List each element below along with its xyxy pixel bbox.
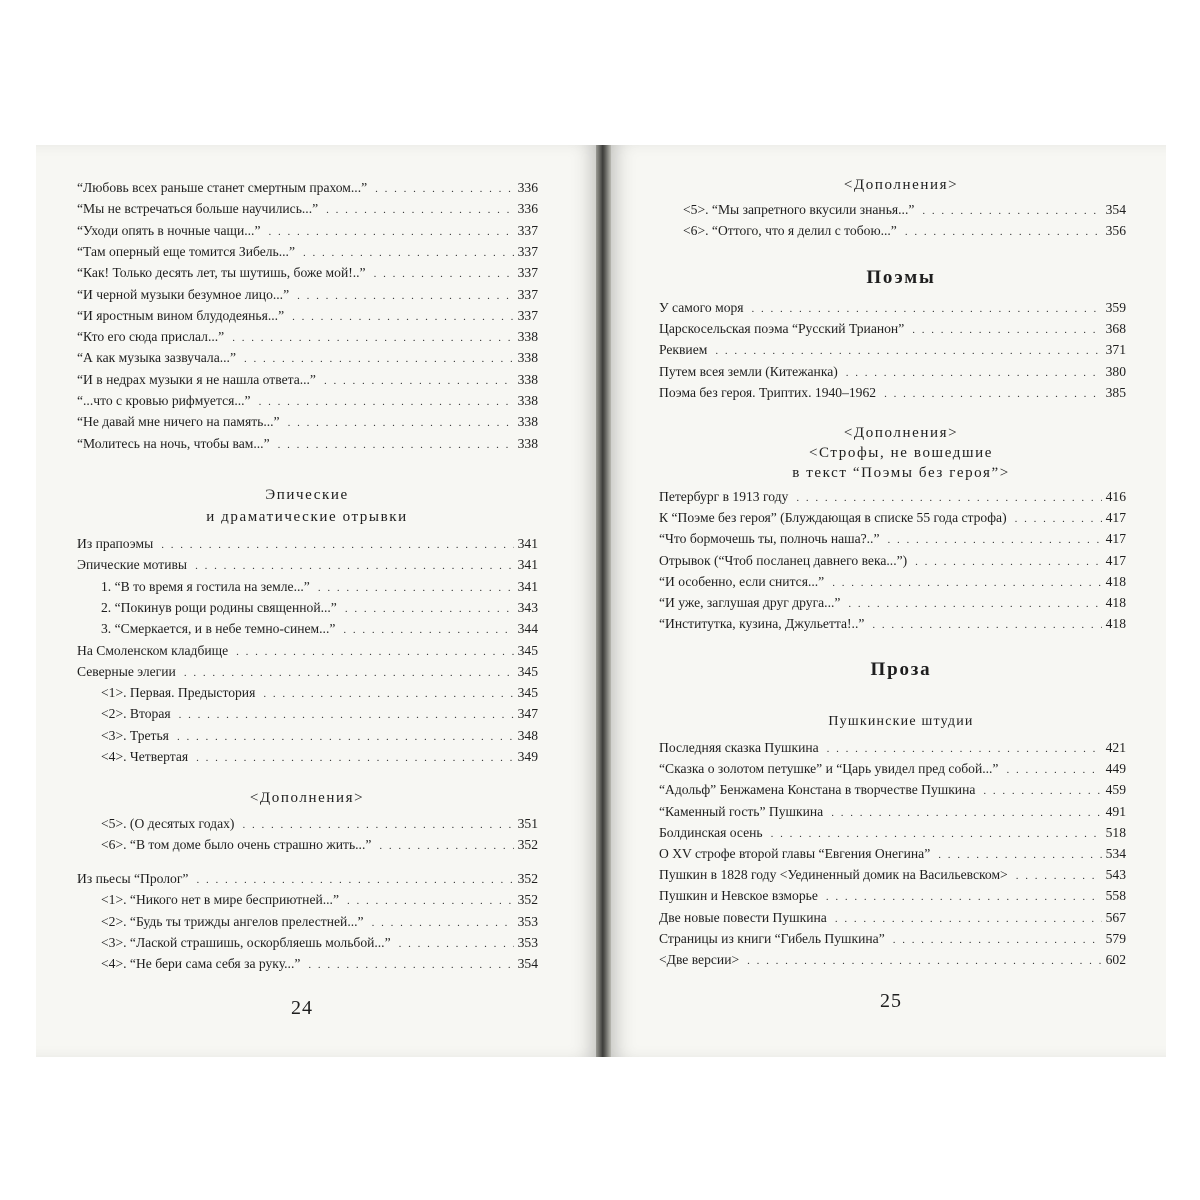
section-subheading: Пушкинские штудии (828, 714, 974, 729)
toc-entry (659, 615, 1126, 634)
toc-entry-title: “Как! Только десять лет, ты шутишь, боже мой!..” (77, 265, 366, 281)
dot-leader (232, 329, 513, 347)
dot-leader (196, 871, 513, 889)
section-heading: <Дополнения> (249, 790, 365, 806)
toc-entry-title: <5>. “Мы запретного вкусили знанья...” (683, 202, 915, 217)
toc-entry-page: 543 (1105, 867, 1126, 883)
toc-entry-page: 344 (517, 621, 538, 637)
toc-entry-page: 579 (1105, 930, 1126, 946)
dot-leader (343, 621, 513, 639)
dot-leader (938, 846, 1101, 864)
toc-entry (101, 815, 538, 834)
toc-entry-title: “И черной музыки безумное лицо...” (77, 286, 290, 302)
toc-entry-title: “И яростным вином блудодеянья...” (77, 307, 285, 323)
toc-entry (101, 891, 538, 910)
toc-entry (77, 243, 538, 262)
toc-entry (659, 803, 1126, 822)
toc-entry-page: 359 (1105, 300, 1126, 315)
toc-entry (77, 870, 538, 889)
toc-entry-page: 343 (517, 599, 538, 615)
dot-leader (161, 536, 513, 554)
toc-entry-title: <Две версии> (659, 952, 740, 967)
toc-entry-title: Последняя сказка Пушкина (659, 740, 819, 755)
toc-entry-page: 341 (517, 557, 538, 573)
toc-entry-page: 491 (1105, 803, 1126, 819)
toc-entry (77, 200, 538, 219)
toc-entry (659, 384, 1126, 403)
toc-entry (77, 222, 538, 241)
toc-entry-page: 380 (1105, 363, 1126, 379)
book-gutter (596, 145, 611, 1057)
toc-entry-page: 337 (517, 265, 538, 281)
toc-entry-page: 459 (1105, 782, 1126, 798)
toc-entry (101, 727, 538, 746)
toc-entry-page: 417 (1105, 510, 1126, 526)
toc-entry-title: Путем всея земли (Китежанка) (659, 363, 838, 379)
toc-entry-title: 2. “Покинув рощи родины священной...” (101, 599, 337, 615)
toc-entry-page: 602 (1105, 952, 1126, 967)
dot-leader (278, 436, 514, 454)
toc-entry-page: 345 (517, 685, 538, 701)
toc-entry (77, 371, 538, 390)
dot-leader (826, 888, 1102, 906)
toc-entry-title: О XV строфе второй главы “Евгения Онегина” (659, 846, 931, 861)
dot-leader (288, 414, 514, 432)
toc-entry (77, 286, 538, 305)
toc-entry (77, 179, 538, 198)
section-heading: Поэмы (866, 267, 936, 288)
toc-entry-page: 347 (517, 706, 538, 722)
toc-entry-page: 336 (517, 180, 538, 195)
toc-entry-title: “Там оперный еще томится Зибель...” (77, 243, 295, 259)
toc-entry-page: 345 (517, 663, 538, 679)
dot-leader (297, 287, 513, 305)
toc-entry (77, 307, 538, 326)
toc-entry-title: “И в недрах музыки я не нашла ответа...” (77, 371, 316, 387)
page-number: 24 (291, 997, 313, 1019)
toc-entry-title: Пушкин и Невское взморье (659, 888, 818, 904)
section-heading: Эпические (265, 487, 349, 503)
toc-entry-page: 337 (517, 243, 538, 259)
toc-entry (77, 413, 538, 432)
toc-entry-page: 385 (1105, 384, 1126, 400)
dot-leader (179, 706, 514, 724)
dot-leader (915, 553, 1101, 571)
dot-leader (848, 595, 1101, 613)
toc-entry (659, 509, 1126, 528)
toc-entry (683, 201, 1126, 220)
toc-entry-page: 348 (517, 727, 538, 743)
page-number: 25 (880, 990, 902, 1012)
section-heading: <Строфы, не вошедшие (808, 445, 994, 461)
toc-entry (659, 909, 1126, 928)
toc-entry-page: 338 (517, 414, 538, 430)
dot-leader (345, 600, 514, 618)
toc-entry-page: 337 (517, 222, 538, 238)
dot-leader (242, 816, 513, 834)
toc-entry-title: “Каменный гость” Пушкина (659, 803, 824, 819)
toc-entry-page: 421 (1105, 740, 1126, 755)
dot-leader (872, 616, 1101, 634)
dot-leader (884, 385, 1102, 403)
toc-entry-title: К “Поэме без героя” (Блуждающая в списке 55 года строфа) (659, 510, 1007, 526)
left-page (36, 145, 596, 1057)
dot-leader (752, 300, 1102, 318)
toc-entry (659, 887, 1126, 906)
toc-entry-title: <3>. “Лаской страшишь, оскорбляешь мольбой...” (101, 934, 391, 950)
dot-leader (374, 265, 514, 283)
toc-entry-title: Реквием (659, 342, 708, 358)
toc-entry (101, 748, 538, 767)
toc-entry-title: “Адольф” Бенжамена Констана в творчестве Пушкина (659, 782, 976, 798)
dot-leader (715, 342, 1101, 360)
toc-entry-title: 1. “В то время я гостила на земле...” (101, 578, 310, 594)
toc-entry (659, 488, 1126, 507)
toc-entry-title: На Смоленском кладбище (77, 642, 229, 658)
toc-entry-page: 352 (517, 837, 538, 852)
toc-entry-page: 336 (517, 201, 538, 217)
toc-entry-title: <2>. Вторая (101, 706, 171, 722)
toc-entry-title: <5>. (О десятых годах) (101, 816, 235, 831)
dot-leader (827, 740, 1102, 758)
toc-entry-page: 338 (517, 329, 538, 345)
dot-leader (303, 244, 514, 262)
toc-entry (101, 620, 538, 639)
toc-entry-title: “А как музыка зазвучала...” (77, 350, 236, 366)
toc-entry-page: 338 (517, 371, 538, 387)
toc-entry-page: 354 (517, 956, 538, 972)
toc-entry-title: “Институтка, кузина, Джульетта!..” (659, 616, 865, 632)
dot-leader (195, 557, 514, 575)
toc-entry-page: 417 (1105, 552, 1126, 568)
toc-entry (659, 824, 1126, 843)
toc-entry-title: Пушкин в 1828 году <Уединенный домик на Васильевском> (659, 867, 1008, 883)
toc-entry (77, 264, 538, 283)
toc-entry-title: “...что с кровью рифмуется...” (77, 393, 251, 408)
section-heading: <Дополнения> (843, 425, 959, 441)
toc-entry-page: 337 (517, 307, 538, 323)
toc-entry (77, 556, 538, 575)
toc-entry (659, 845, 1126, 864)
dot-leader (263, 685, 513, 703)
toc-entry-title: <1>. Первая. Предыстория (101, 685, 256, 701)
toc-entry-title: “Что бормочешь ты, полночь наша?..” (659, 531, 880, 547)
toc-entry-title: “Молитесь на ночь, чтобы вам...” (77, 435, 270, 451)
toc-entry-page: 345 (517, 642, 538, 658)
toc-entry (77, 435, 538, 454)
toc-entry-title: “Уходи опять в ночные чащи...” (77, 222, 261, 238)
toc-entry-page: 418 (1105, 573, 1126, 589)
dot-leader (1015, 510, 1102, 528)
toc-entry (659, 760, 1126, 779)
toc-entry-page: 338 (517, 350, 538, 366)
dot-leader (318, 579, 514, 597)
toc-entry-page: 338 (517, 435, 538, 451)
dot-leader (375, 180, 513, 198)
toc-entry-page: 338 (517, 393, 538, 408)
toc-entry-page: 371 (1105, 342, 1126, 358)
toc-entry-page: 353 (517, 934, 538, 950)
dot-leader (796, 489, 1101, 507)
toc-entry-title: Отрывок (“Чтоб посланец давнего века...”) (659, 552, 908, 568)
toc-entry (101, 599, 538, 618)
toc-entry (659, 573, 1126, 592)
toc-entry-title: “Любовь всех раньше станет смертным прахом...” (77, 180, 368, 195)
toc-entry-title: Страницы из книги “Гибель Пушкина” (659, 930, 885, 946)
dot-leader (846, 364, 1102, 382)
toc-entry-page: 352 (517, 871, 538, 886)
dot-leader (308, 956, 513, 974)
dot-leader (922, 202, 1101, 220)
toc-entry-title: Эпические мотивы (77, 557, 188, 573)
toc-entry-title: 3. “Смеркается, и в небе темно-синем...” (101, 621, 336, 637)
toc-entry-title: Поэма без героя. Триптих. 1940–1962 (659, 384, 877, 400)
dot-leader (244, 350, 514, 368)
toc-entry-title: <1>. “Никого нет в мире бесприютней...” (101, 892, 339, 908)
section-heading: Проза (870, 659, 932, 680)
toc-entry (659, 530, 1126, 549)
dot-leader (831, 804, 1101, 822)
toc-entry (659, 739, 1126, 758)
toc-entry-page: 353 (517, 913, 538, 929)
toc-entry-title: “И особенно, если снится...” (659, 573, 825, 589)
toc-entry (101, 836, 538, 855)
toc-entry-title: <6>. “Оттого, что я делил с тобою...” (683, 223, 897, 238)
toc-entry (659, 781, 1126, 800)
toc-entry-title: Северные элегии (77, 663, 176, 679)
dot-leader (835, 910, 1102, 928)
toc-entry-page: 449 (1105, 761, 1126, 777)
dot-leader (347, 892, 514, 910)
toc-entry-title: <4>. “Не бери сама себя за руку...” (101, 956, 301, 972)
toc-entry (77, 642, 538, 661)
dot-leader (259, 393, 514, 411)
dot-leader (379, 837, 513, 855)
dot-leader (1006, 761, 1101, 779)
toc-entry-page: 337 (517, 286, 538, 302)
toc-entry-title: <4>. Четвертая (101, 749, 189, 764)
dot-leader (372, 914, 514, 932)
toc-entry-title: Из прапоэмы (77, 536, 154, 551)
dot-leader (184, 664, 514, 682)
toc-entry-title: Из пьесы “Пролог” (77, 871, 189, 886)
dot-leader (771, 825, 1102, 843)
toc-entry-title: Болдинская осень (659, 824, 763, 840)
toc-entry-title: “Не давай мне ничего на память...” (77, 414, 280, 430)
dot-leader (269, 223, 514, 241)
toc-entry (77, 663, 538, 682)
toc-entry-page: 418 (1105, 616, 1126, 632)
toc-entry (659, 951, 1126, 970)
dot-leader (912, 321, 1101, 339)
toc-entry-title: Две новые повести Пушкина (659, 909, 827, 925)
toc-entry-page: 416 (1105, 489, 1126, 504)
section-heading: <Дополнения> (843, 177, 959, 193)
toc-entry (77, 328, 538, 347)
toc-entry-page: 352 (517, 892, 538, 908)
toc-entry-title: <2>. “Будь ты трижды ангелов прелестней...” (101, 913, 364, 929)
dot-leader (196, 749, 513, 767)
toc-entry (101, 913, 538, 932)
toc-entry-page: 534 (1105, 846, 1126, 861)
toc-entry-title: “Сказка о золотом петушке” и “Царь увидел пред собой...” (659, 761, 999, 777)
toc-entry-title: У самого моря (659, 300, 744, 315)
toc-entry (659, 320, 1126, 339)
toc-entry (683, 222, 1126, 241)
toc-entry (77, 349, 538, 368)
toc-entry (77, 535, 538, 554)
dot-leader (747, 952, 1101, 970)
dot-leader (292, 308, 514, 326)
dot-leader (324, 372, 514, 390)
toc-entry-page: 341 (517, 536, 538, 551)
toc-entry (101, 578, 538, 597)
toc-entry-title: “И уже, заглушая друг друга...” (659, 595, 841, 610)
toc-entry (659, 299, 1126, 318)
dot-leader (983, 782, 1101, 800)
toc-entry (659, 866, 1126, 885)
toc-entry (659, 594, 1126, 613)
toc-entry-page: 417 (1105, 531, 1126, 547)
dot-leader (326, 201, 513, 219)
dot-leader (832, 574, 1101, 592)
toc-entry (659, 930, 1126, 949)
section-heading: и драматические отрывки (206, 509, 408, 525)
toc-entry (101, 955, 538, 974)
toc-entry-title: <6>. “В том доме было очень страшно жить...” (101, 837, 372, 852)
dot-leader (399, 935, 514, 953)
toc-entry-page: 354 (1105, 202, 1126, 217)
book-spread (36, 145, 1166, 1057)
toc-entry-page: 356 (1105, 223, 1126, 238)
toc-entry (101, 705, 538, 724)
toc-entry-page: 418 (1105, 595, 1126, 610)
right-page (611, 145, 1166, 1057)
toc-entry (77, 392, 538, 411)
toc-entry (659, 552, 1126, 571)
toc-entry (659, 341, 1126, 360)
section-heading: в текст “Поэмы без героя”> (792, 465, 1010, 481)
toc-entry-page: 351 (517, 816, 538, 831)
toc-entry (659, 363, 1126, 382)
toc-entry-title: Петербург в 1913 году (659, 489, 789, 504)
toc-entry-page: 567 (1105, 909, 1126, 925)
dot-leader (1016, 867, 1102, 885)
toc-entry (101, 684, 538, 703)
toc-entry-page: 558 (1105, 888, 1126, 904)
toc-entry-title: “Кто его сюда прислал...” (77, 329, 225, 345)
toc-entry-title: “Мы не встречаться больше научились...” (77, 201, 319, 217)
dot-leader (236, 643, 513, 661)
toc-entry-page: 341 (517, 578, 538, 594)
toc-entry-title: Царскосельская поэма “Русский Трианон” (659, 321, 905, 337)
toc-entry-page: 368 (1105, 321, 1126, 337)
dot-leader (905, 223, 1102, 241)
toc-entry-page: 349 (517, 749, 538, 764)
toc-entry-page: 518 (1105, 824, 1126, 840)
toc-entry (101, 934, 538, 953)
dot-leader (893, 931, 1102, 949)
dot-leader (888, 531, 1102, 549)
toc-entry-title: <3>. Третья (101, 727, 169, 743)
dot-leader (177, 728, 514, 746)
